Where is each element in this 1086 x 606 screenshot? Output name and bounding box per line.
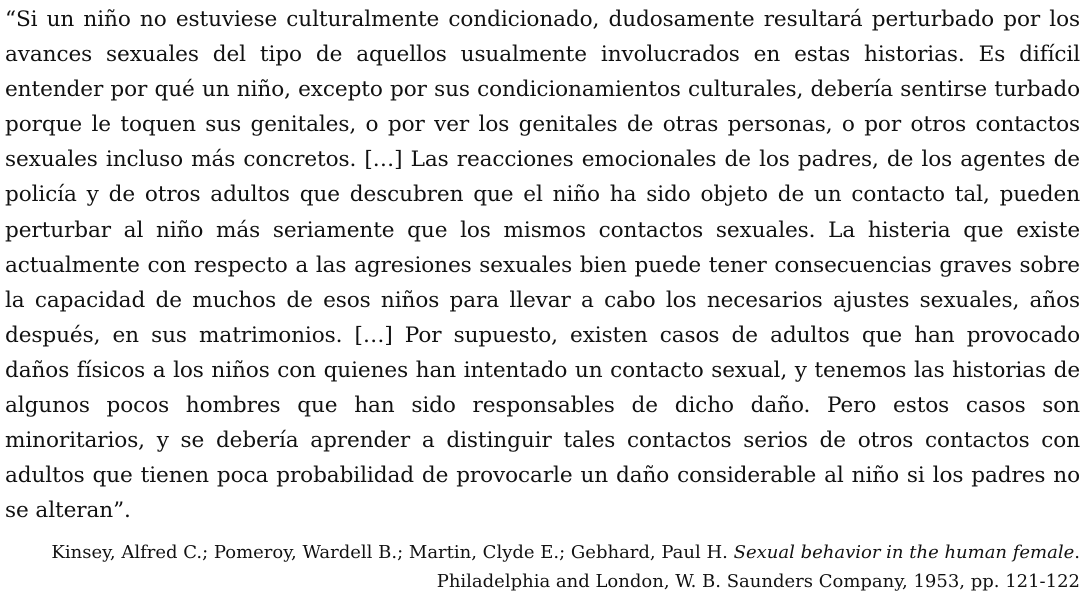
citation-line-1	[5, 538, 1080, 567]
citation-title-end: .	[1074, 542, 1080, 564]
citation	[5, 538, 1080, 596]
citation-publication: Philadelphia and London, W. B. Saunders Company, 1953, pp. 121-122	[436, 571, 1080, 593]
quote-paragraph: “Si un niño no estuviese culturalmente condicionado, dudosamente resultará perturbado por los avances sexuales del tipo de aquellos usualmente involucrados en estas historias. Es difícil entender por qué un niño, excepto por sus condicionamientos culturales, debería sentirse turbado porque le toquen sus genitales, o por ver los genitales de otras personas, o por otros contactos sexuales incluso más concretos. […] Las reacciones emocionales de los padres, de los agentes de policía y de otros adultos que descubren que el niño ha sido objeto de un contacto tal, pueden perturbar al niño más seriamente que los mismos contactos sexuales. La histeria que existe actualmente con respecto a las agresiones sexuales bien puede tener consecuencias graves sobre la capacidad de muchos de esos niños para llevar a cabo los necesarios ajustes sexuales, años después, en sus matrimonios. […] Por supuesto, existen casos de adultos que han provocado daños físicos a los niños con quienes han intentado un contacto sexual, y tenemos las historias de algunos pocos hombres que han sido responsables de dicho daño. Pero estos casos son minoritarios, y se debería aprender a distinguir tales contactos serios de otros contactos con adultos que tienen poca probabilidad de provocarle un daño considerable al niño si los padres no se alteran”.	[5, 7, 1080, 524]
citation-title: Sexual behavior in the human female	[733, 542, 1075, 564]
citation-authors: Kinsey, Alfred C.; Pomeroy, Wardell B.; Martin, Clyde E.; Gebhard, Paul H.	[51, 542, 728, 564]
